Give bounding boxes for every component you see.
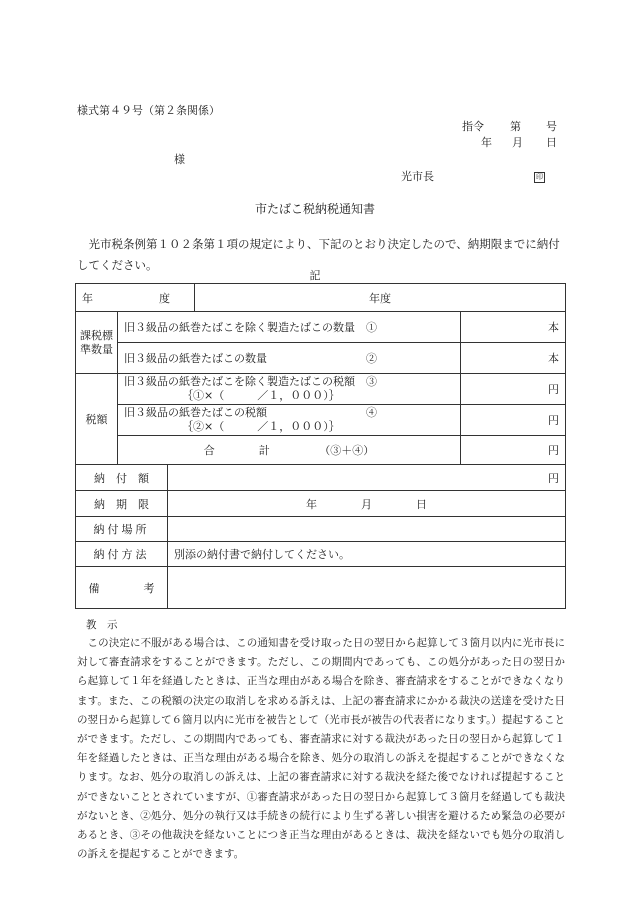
row3-unit: 円 (461, 374, 566, 405)
directive-label: 指令 (462, 120, 484, 133)
addressee-honorific: 様 (174, 153, 185, 166)
payment-method-value: 別添の納付書で納付してください。 (168, 542, 566, 567)
row3-formula: ｛①×（ ／１，０００）｝ (182, 389, 340, 402)
number-go-label: 号 (546, 120, 557, 133)
row4-label: 旧３級品の紙巻たばこの税額 ④ (124, 406, 377, 419)
tax-label: 税額 (76, 374, 118, 465)
form-number: 様式第４９号（第２条関係） (77, 104, 220, 117)
due-date-label: 納 期 限 (76, 491, 168, 517)
ki-heading: 記 (309, 269, 321, 282)
total-unit: 円 (461, 436, 566, 465)
fiscal-year-label: 年度 (195, 284, 566, 312)
payment-place-label: 納付場所 (76, 517, 168, 542)
date-month-label: 月 (512, 136, 523, 149)
row4-cell (118, 405, 461, 436)
seal-mark (534, 169, 545, 183)
remarks-label: 備 考 (76, 567, 168, 609)
row4-formula: ｛②×（ ／１，０００）｝ (182, 420, 340, 433)
table-row-qty-1 (76, 312, 566, 343)
table-row-tax-3 (76, 374, 566, 405)
date-year-label: 年 (481, 136, 492, 149)
payment-amount-label: 納 付 額 (76, 465, 168, 491)
intro-paragraph: 光市税条例第１０２条第１項の規定により、下記のとおり決定したので、納期限までに納付してください。 (77, 237, 560, 272)
total-label: 合 計 （③＋④） (118, 436, 461, 465)
table-row-payment-place (76, 517, 566, 542)
date-day-label: 日 (546, 136, 557, 149)
tax-notice-table (75, 283, 566, 609)
payment-method-label: 納付方法 (76, 542, 168, 567)
seal-glyph: 印 (536, 173, 543, 181)
row2-unit: 本 (461, 343, 566, 374)
row1-unit: 本 (461, 312, 566, 343)
table-row-due-date (76, 491, 566, 517)
table-row-payment-amount (76, 465, 566, 491)
payment-amount-unit: 円 (168, 465, 566, 491)
row2-label: 旧３級品の紙巻たばこの数量 ② (118, 343, 461, 374)
table-row-total (76, 436, 566, 465)
table-row-year (76, 284, 566, 312)
year-label: 年 度 (76, 284, 195, 312)
remarks-value (168, 567, 566, 609)
issuer-name: 光市長 (401, 170, 434, 183)
row3-label: 旧３級品の紙巻たばこを除く製造たばこの税額 ③ (124, 375, 377, 388)
table-row-qty-2 (76, 343, 566, 374)
row4-unit: 円 (461, 405, 566, 436)
table-row-tax-4 (76, 405, 566, 436)
notice-body: この決定に不服がある場合は、この通知書を受け取った日の翌日から起算して３箇月以内に光市長に対して審査請求をすることができます。ただし、この期間内であっても、この処分があった日の翌日から起算して１年を経過したときは、正当な理由がある場合を除き、審査請求をすることができなくなります。また、この税額の決定の取消しを求める訴えは、上記の審査請求にかかる裁決の送達を受けた日の翌日から起算して６箇月以内に光市を被告として（光市長が被告の代表者になります。）提起することができます。ただし、この期間内であっても、審査請求に対する裁決があった日の翌日から起算して１年を経過したときは、正当な理由がある場合を除き、処分の取消しの訴えを提起することができなくなります。なお、処分の取消しの訴えは、上記の審査請求に対する裁決を経た後でなければ提起することができないこととされていますが、①審査請求があった日の翌日から起算して３箇月を経過しても裁決がないとき、②処分、処分の執行又は手続きの続行により生ずる著しい損害を避けるため緊急の必要があるとき、③その他裁決を経ないことにつき正当な理由があるときは、裁決を経ないでも処分の取消しの訴えを提起することができます。 (77, 637, 565, 861)
notice-heading: 教 示 (86, 619, 118, 631)
document-title: 市たばこ税納税通知書 (254, 202, 375, 216)
row3-cell (118, 374, 461, 405)
standard-qty-label: 課税標準数量 (76, 312, 118, 374)
row1-label: 旧３級品の紙巻たばこを除く製造たばこの数量 ① (118, 312, 461, 343)
table-row-payment-method (76, 542, 566, 567)
due-date-value: 年 月 日 (168, 491, 566, 517)
number-dai-label: 第 (510, 120, 521, 133)
table-row-remarks (76, 567, 566, 609)
payment-place-value (168, 517, 566, 542)
